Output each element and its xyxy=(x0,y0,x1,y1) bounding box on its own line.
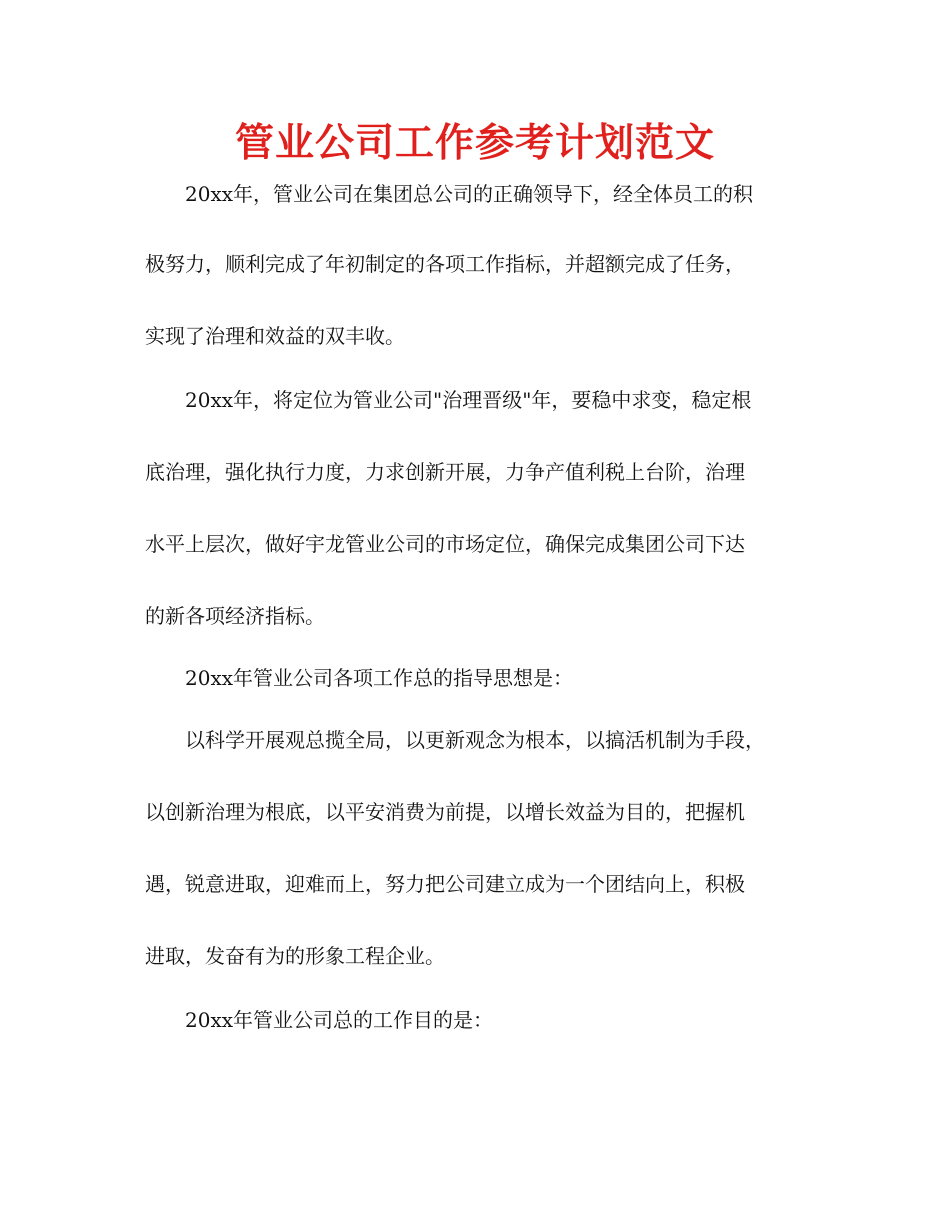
text-line-4: 20xx年，将定位为管业公司"治理晋级"年，要稳中求变，稳定根 xyxy=(145,388,752,412)
text-line-5: 底治理，强化执行力度，力求创新开展，力争产值利税上台阶，治理 xyxy=(145,460,745,484)
text-line-10: 以创新治理为根底，以平安消费为前提，以增长效益为目的，把握机 xyxy=(145,800,745,824)
text-line-7: 的新各项经济指标。 xyxy=(145,604,325,628)
text-line-3: 实现了治理和效益的双丰收。 xyxy=(145,324,405,348)
text-line-12: 进取，发奋有为的形象工程企业。 xyxy=(145,944,445,968)
text-line-11: 遇，锐意进取，迎难而上，努力把公司建立成为一个团结向上，积极 xyxy=(145,872,745,896)
text-line-9: 以科学开展观总揽全局，以更新观念为根本，以搞活机制为手段， xyxy=(145,728,765,752)
text-line-2: 极努力，顺利完成了年初制定的各项工作指标，并超额完成了任务， xyxy=(145,252,745,276)
document-title: 管业公司工作参考计划范文 xyxy=(234,121,715,166)
text-line-1: 20xx年，管业公司在集团总公司的正确领导下，经全体员工的积 xyxy=(145,182,754,206)
text-line-13: 20xx年管业公司总的工作目的是： xyxy=(145,1008,494,1032)
text-line-8: 20xx年管业公司各项工作总的指导思想是： xyxy=(145,666,574,690)
text-line-6: 水平上层次，做好宇龙管业公司的市场定位，确保完成集团公司下达 xyxy=(145,532,745,556)
